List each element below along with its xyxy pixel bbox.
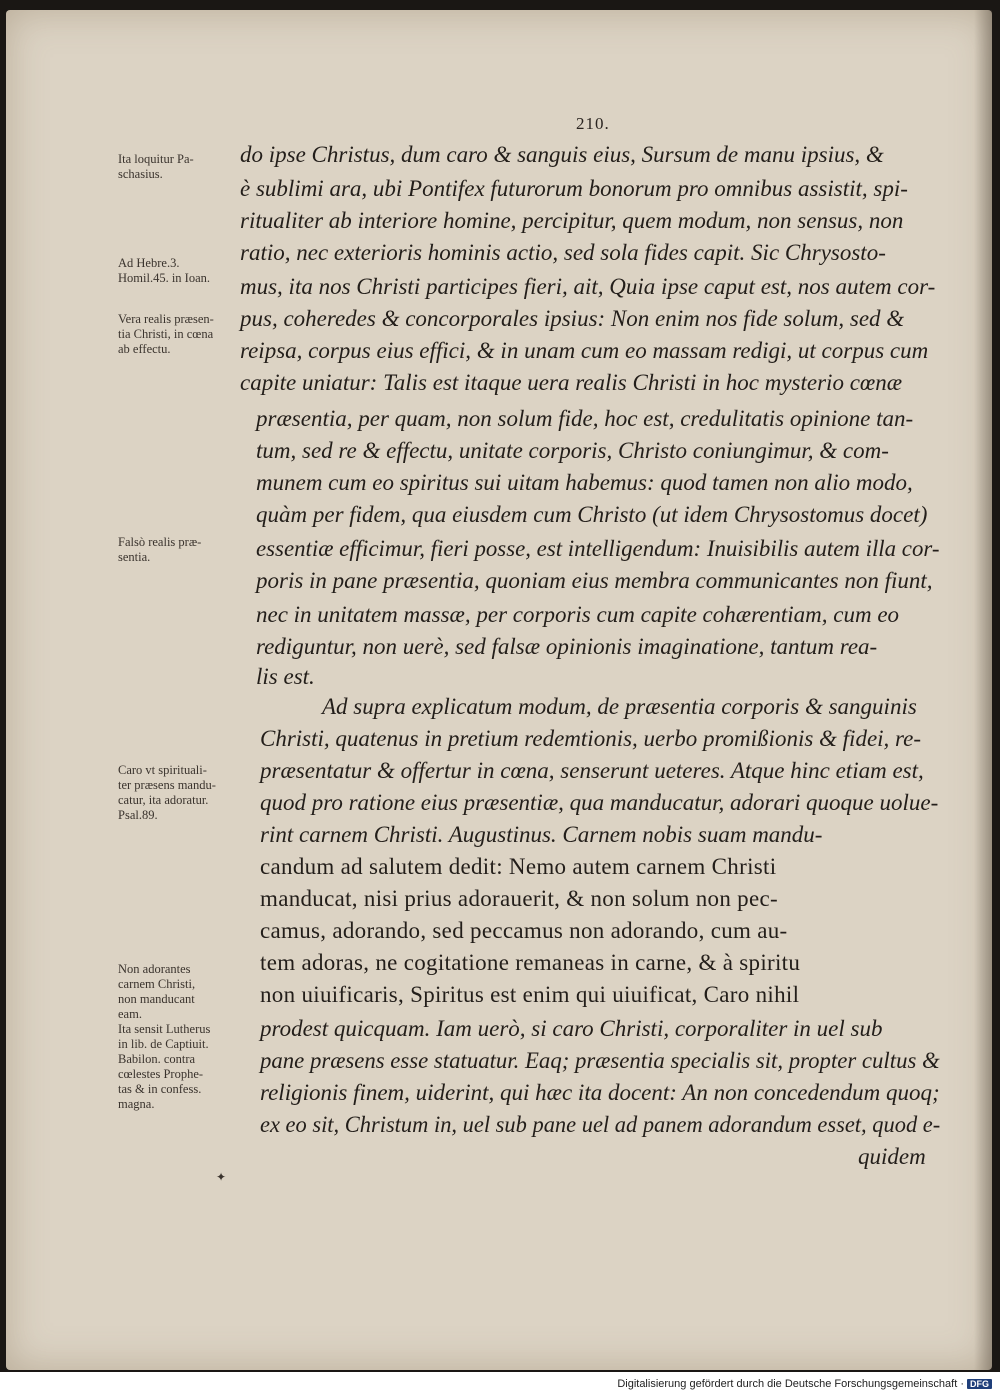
text-line: rediguntur, non uerè, sed falsæ opinionis imaginatione, tantum rea- [256,634,878,659]
text-line: capite uniatur: Talis est itaque uera realis Christi in hoc mysterio cœnæ [240,370,903,395]
text-line: manducat, nisi prius adorauerit, & non solum non pec- [260,886,778,911]
text-line: rint carnem Christi. Augustinus. Carnem nobis suam mandu- [260,822,823,847]
page-number: 210. [576,114,610,133]
text-line: præsentia, per quam, non solum fide, hoc est, credulitatis opinione tan- [256,406,914,431]
text-line: candum ad salutem dedit: Nemo autem carnem Christi [260,854,777,879]
text-line: lis est. [256,664,315,689]
margin-note: Caro vt spirituali- ter præsens mandu- catur, ita adoratur. Psal.89. [118,763,216,822]
text-line: non uiuificaris, Spiritus est enim qui uiuificat, Caro nihil [260,982,800,1007]
text-line: Christi, quatenus in pretium redemtionis, uerbo promißionis & fidei, re- [260,726,922,751]
text-line: tum, sed re & effectu, unitate corporis, Christo coniungimur, & com- [256,438,889,463]
margin-note: Ad Hebre.3. Homil.45. in Ioan. [118,256,211,285]
text-line: ex eo sit, Christum in, uel sub pane uel ad panem adorandum esset, quod e- [260,1112,941,1137]
ornament-mark: ✦ [216,1170,227,1184]
text-line: quidem [858,1144,926,1169]
text-line: pus, coheredes & concorporales ipsius: Non enim nos fide solum, sed & [240,306,905,331]
text-line: Ad supra explicatum modum, de præsentia corporis & sanguinis [322,694,917,719]
text-line: poris in pane præsentia, quoniam eius membra communicantes non fiunt, [256,568,933,593]
text-line: mus, ita nos Christi participes fieri, ait, Quia ipse caput est, nos autem cor- [240,274,936,299]
text-line: tem adoras, ne cogitatione remaneas in carne, & à spiritu [260,950,801,975]
dfg-logo: DFG [967,1379,992,1389]
text-line: nec in unitatem massæ, per corporis cum capite cohærentiam, cum eo [256,602,900,627]
page-sheet [6,10,992,1370]
text-line: camus, adorando, sed peccamus non adorando, cum au- [260,918,788,943]
text-line: reipsa, corpus eius effici, & in unam cum eo massam redigi, ut corpus cum [240,338,929,363]
text-line: ratio, nec exterioris hominis actio, sed sola fides capit. Sic Chrysosto- [240,240,886,265]
footer-credit [617,1378,992,1390]
text-line: è sublimi ara, ubi Pontifex futurorum bonorum pro omnibus assistit, spi- [240,176,908,201]
margin-note: Non adorantes carnem Christi, non manducant eam. Ita sensit Lutherus in lib. de Captiuit. Babilon. contra cœlestes Prophe- tas & in confess. magna. [118,962,211,1111]
text-line: pane præsens esse statuatur. Eaq; præsentia specialis sit, propter cultus & [260,1048,940,1073]
footer-text: Digitalisierung gefördert durch die Deutsche Forschungsgemeinschaft · [617,1378,964,1390]
text-line: religionis finem, uiderint, qui hæc ita docent: An non concedendum quoq; [260,1080,940,1105]
margin-note: Falsò realis præ- sentia. [118,535,202,564]
text-line: quod pro ratione eius præsentiæ, qua manducatur, adorari quoque uolue- [260,790,939,815]
text-line: quàm per fidem, qua eiusdem cum Christo (ut idem Chrysostomus docet) [256,502,928,527]
text-line: præsentatur & offertur in cœna, senserunt ueteres. Atque hinc etiam est, [260,758,924,783]
text-line: do ipse Christus, dum caro & sanguis eius, Sursum de manu ipsius, & [240,142,884,167]
text-line: essentiæ efficimur, fieri posse, est intelligendum: Inuisibilis autem illa cor- [256,536,940,561]
margin-note: Ita loquitur Pa- schasius. [118,152,194,181]
text-line: ritualiter ab interiore homine, percipitur, quem modum, non sensus, non [240,208,904,233]
text-line: munem cum eo spiritus sui uitam habemus: quod tamen non alio modo, [256,470,913,495]
text-line: prodest quicquam. Iam uerò, si caro Christi, corporaliter in uel sub [260,1016,883,1041]
margin-note: Vera realis præsen- tia Christi, in cœna ab effectu. [118,312,214,356]
